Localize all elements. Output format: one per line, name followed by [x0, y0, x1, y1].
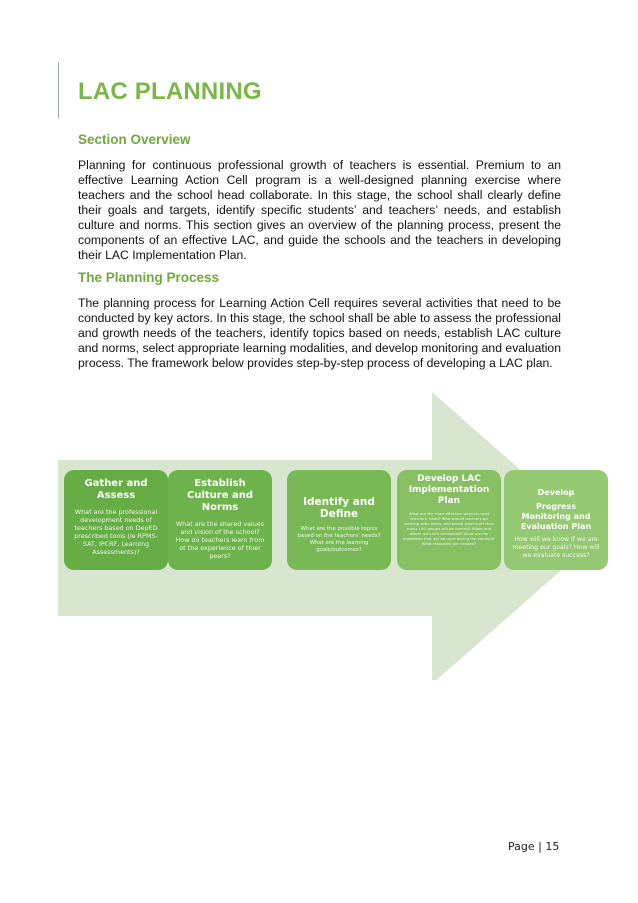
step-title: Establish Culture and Norms: [186, 478, 253, 513]
section-overview-heading: Section Overview: [78, 132, 191, 147]
section-overview-text: Planning for continuous professional growth of teachers is essential. Premium to an effective Learning Action Cell program is a well-designed planning exercise where teachers and the school head collaborate. In this stage, the school shall clearly define their goals and targets, identify specific students’ and teachers’ needs, and establish culture and norms. This section gives an overview of the planning process, present the components of an effective LAC, and guide the schools and the teachers in developing their LAC Implementation Plan.: [78, 158, 561, 262]
side-rule: [58, 62, 59, 118]
step-monitoring-evaluation: [504, 470, 608, 570]
step-title: Identify and Define: [303, 496, 375, 520]
planning-process-heading: The Planning Process: [78, 270, 220, 285]
step-question: What are the shared values and vision of the school? How do teachers learn from ot the experience of thier peers?: [175, 520, 265, 560]
page-title: LAC PLANNING: [78, 78, 262, 105]
step-title: Progress Monitoring and Evaluation Plan: [520, 502, 592, 531]
step-question: How will we know if we are meeting our goals? How will we evaluate success?: [512, 536, 600, 559]
step-question: What are the most effective ways to meet teachers’ need? Who should teachers be working with: when, and based what end? How many LAC groups will be formed? When and where are LACs conducted? What are the modalities that will be used during the conduct? What resources are needed?: [403, 511, 495, 546]
step-title: Gather and Assess: [84, 478, 148, 501]
step-implementation-plan: [397, 470, 501, 570]
step-establish-culture: [168, 470, 272, 570]
step-identify-define: [287, 470, 391, 570]
step-title: Develop LAC Implementation Plan: [408, 474, 490, 506]
page-number: Page | 15: [508, 840, 560, 853]
step-question: What are the possible topics based on the teachers’ needs? What are the learning goals/outcomes?: [297, 526, 381, 553]
step-question: What are the professional development needs of teachers based on DepED prescribed tools (ie RPMS-SAT, IPCRF, Learning Assessments)?: [74, 508, 158, 556]
step-title-prefix: Develop: [537, 488, 575, 497]
planning-process-text: The planning process for Learning Action Cell requires several activities that need to be conducted by key actors. In this stage, the school shall be able to assess the professional and growth needs of the teachers, identify topics based on needs, establish LAC culture and norms, select appropriate learning modalities, and develop monitoring and evaluation process. The framework below provides step-by-step process of developing a LAC plan.: [78, 296, 561, 370]
step-gather-assess: [64, 470, 168, 570]
